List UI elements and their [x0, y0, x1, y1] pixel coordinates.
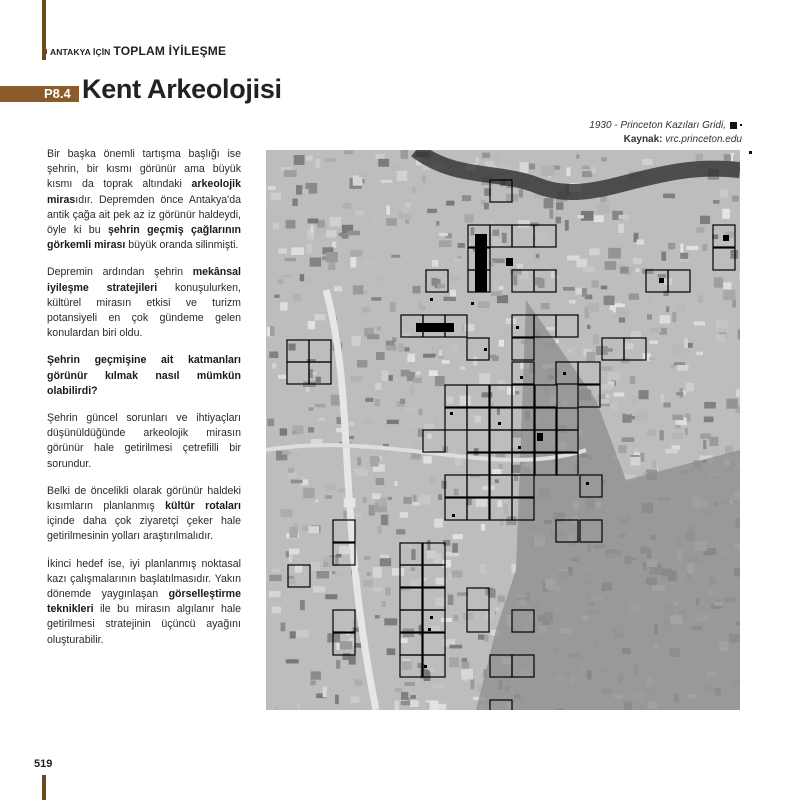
excavation-dot — [498, 422, 501, 425]
excavation-feature — [475, 234, 487, 292]
body-text — [47, 147, 241, 660]
body-paragraph — [47, 147, 241, 253]
excavation-dot — [430, 616, 433, 619]
caption-source-label: Kaynak: — [623, 134, 663, 145]
text-run: ile bu mirasın algılanır hale getirilmesi stratejinin üçüncü ayağını oluşturabilir. — [47, 603, 241, 646]
excavation-dot — [520, 376, 523, 379]
body-paragraph — [47, 265, 241, 341]
excavation-feature — [537, 433, 543, 441]
body-paragraph — [47, 353, 241, 399]
text-run: büyük oranda silinmişti. — [125, 239, 239, 252]
excavation-dot — [428, 628, 431, 631]
running-header — [42, 44, 226, 58]
text-run: ıdır. Depremden önce Antakya'da antik çağa ait pek az iz görünür haldeydi, öyle ki bu — [47, 193, 241, 237]
text-run: konuşulurken, kültürel mirasın etkisi ve turizm potansiyeli en çok gündeme gelen konulardan biri oldu. — [47, 281, 241, 340]
excavation-dot — [518, 446, 521, 449]
excavation-dot — [484, 348, 487, 351]
body-paragraph — [47, 411, 241, 472]
excavation-feature — [416, 323, 454, 332]
text-run: içinde daha çok ziyaretçi çeker hale getirilmesinin yolları araştırılmalıdır. — [47, 515, 241, 543]
excavation-dot — [450, 412, 453, 415]
body-paragraph — [47, 484, 241, 545]
excavation-dot — [430, 298, 433, 301]
bold-text: şehrin geçmiş çağlarının görkemli mirası — [47, 224, 241, 252]
text-run: İkinci hedef ise, iyi planlanmış noktasal kazı çalışmalarının başlatılmasıdır. Yakın dönemde yaygınlaşan — [47, 557, 241, 601]
bold-text: arkeolojik miras — [47, 178, 241, 206]
excavation-feature — [723, 235, 729, 241]
excavation-dot — [452, 514, 455, 517]
legend-dot-icon — [740, 124, 742, 126]
running-header-big: TOPLAM İYİLEŞME — [113, 44, 227, 58]
legend-small-dot-icon — [749, 151, 752, 154]
body-paragraph — [47, 557, 241, 648]
caption-source-value: vrc.princeton.edu — [665, 134, 742, 145]
excavation-dot — [471, 302, 474, 305]
bold-text: kültür rotaları — [165, 500, 241, 513]
map-caption — [589, 119, 742, 147]
excavation-feature — [506, 258, 513, 266]
running-header-small: ANTAKYA İÇİN — [50, 47, 111, 57]
aerial-map-image — [266, 150, 740, 710]
caption-line: 1930 - Princeton Kazıları Gridi, — [589, 120, 726, 131]
bottom-accent-bar — [42, 775, 46, 800]
square-bullet-icon — [42, 49, 47, 54]
section-code: P8.4 — [44, 86, 71, 101]
excavation-dot — [424, 665, 427, 668]
text-run: Depremin ardından şehrin — [47, 266, 193, 279]
text-run: Belki de öncelikli olarak görünür haldeki kısımların planlanmış — [47, 484, 241, 513]
excavation-dot — [586, 482, 589, 485]
legend-square-icon — [730, 122, 737, 129]
excavation-dot — [516, 326, 519, 329]
bold-text: görselleştirme teknikleri — [47, 588, 241, 616]
page-number: 519 — [34, 758, 53, 770]
excavation-dot — [563, 372, 566, 375]
bold-text: mekânsal iyileşme stratejileri — [47, 266, 241, 294]
excavation-feature — [659, 278, 664, 283]
page-title: Kent Arkeolojisi — [82, 74, 282, 104]
text-run: Şehrin güncel sorunları ve ihtiyaçları düşünüldüğünde arkeolojik mirasın görünür hale getirilmesi çetrefilli bir sorundur. — [47, 412, 241, 470]
bold-text: Şehrin geçmişine ait katmanları görünür kılmak nasıl mümkün olabilirdi? — [47, 354, 241, 397]
text-run: Bir başka önemli tartışma başlığı ise şehrin, bir kısmı görünür ama büyük kısmı da toprak altındaki — [47, 148, 241, 191]
